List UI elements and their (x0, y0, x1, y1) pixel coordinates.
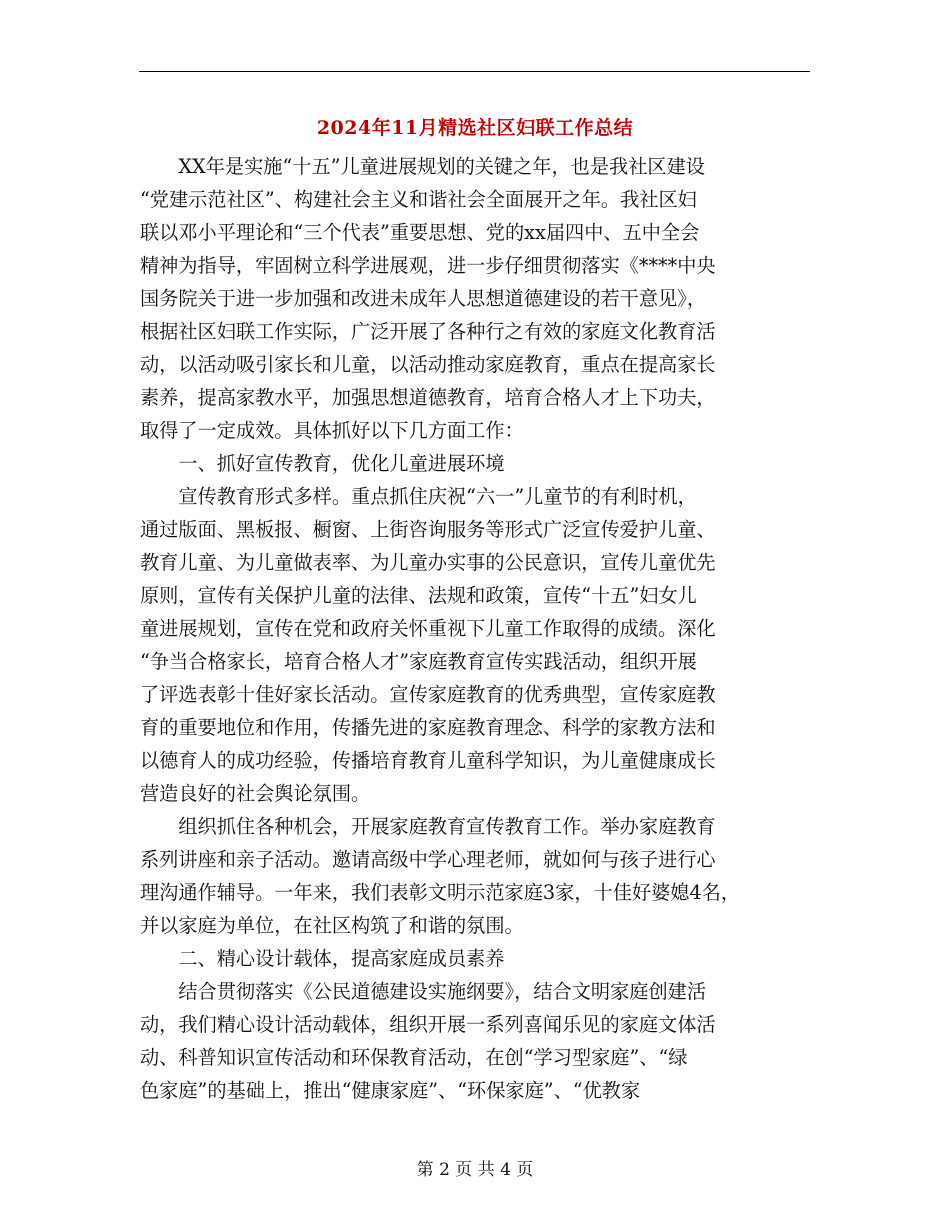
body-line: 原则，宣传有关保护儿童的法律、法规和政策，宣传“十五”妇女儿 (140, 584, 697, 607)
body-line: 动，我们精心设计活动载体，组织开展一系列喜闻乐见的家庭文体活 (140, 1013, 716, 1036)
body-line: 理沟通作辅导。一年来，我们表彰文明示范家庭3家，十佳好婆媳4名， (140, 881, 741, 904)
body-line: 动，以活动吸引家长和儿童，以活动推动家庭教育，重点在提高家长 (140, 353, 716, 376)
body-line: “争当合格家长，培育合格人才”家庭教育宣传实践活动，组织开展 (140, 650, 697, 673)
body-line: 组织抓住各种机会，开展家庭教育宣传教育工作。举办家庭教育 (140, 815, 716, 838)
body-line: 精神为指导，牢固树立科学进展观，进一步仔细贯彻落实《****中央 (140, 254, 716, 277)
body-line: 取得了一定成效。具体抓好以下几方面工作： (140, 419, 524, 442)
body-line: 宣传教育形式多样。重点抓住庆祝“六一”儿童节的有利时机， (140, 485, 697, 508)
body-line: 育的重要地位和作用，传播先进的家庭教育理念、科学的家教方法和 (140, 716, 716, 739)
body-line: XX年是实施“十五”儿童进展规划的关键之年，也是我社区建设 (140, 155, 705, 178)
page-number: 第 2 页 共 4 页 (416, 1160, 534, 1180)
body-line: 以德育人的成功经验，传播培育教育儿童科学知识，为儿童健康成长 (140, 749, 716, 772)
body-line: 联以邓小平理论和“三个代表”重要思想、党的xx届四中、五中全会 (140, 221, 700, 244)
header-rule (139, 71, 810, 72)
section-heading: 一、抓好宣传教育，优化儿童进展环境 (140, 452, 505, 475)
body-line: 通过版面、黑板报、橱窗、上街咨询服务等形式广泛宣传爱护儿童、 (140, 518, 716, 541)
body-line: 结合贯彻落实《公民道德建设实施纲要》，结合文明家庭创建活 (140, 980, 707, 1003)
body-line: 教育儿童、为儿童做表率、为儿童办实事的公民意识，宣传儿童优先 (140, 551, 716, 574)
body-line: 根据社区妇联工作实际，广泛开展了各种行之有效的家庭文化教育活 (140, 320, 716, 343)
page-title: 2024年11月精选社区妇联工作总结 (316, 117, 634, 139)
body-line: 色家庭”的基础上，推出“健康家庭”、“环保家庭”、“优教家 (140, 1079, 641, 1102)
body-line: 营造良好的社会舆论氛围。 (140, 782, 371, 805)
body-line: 并以家庭为单位，在社区构筑了和谐的氛围。 (140, 914, 524, 937)
body-line: 童进展规划，宣传在党和政府关怀重视下儿童工作取得的成绩。深化 (140, 617, 716, 640)
body-line: 素养，提高家教水平，加强思想道德教育，培育合格人才上下功夫， (140, 386, 716, 409)
body-line: 国务院关于进一步加强和改进未成年人思想道德建设的若干意见》， (140, 287, 707, 310)
section-heading: 二、精心设计载体，提高家庭成员素养 (140, 947, 505, 970)
body-line: 系列讲座和亲子活动。邀请高级中学心理老师，就如何与孩子进行心 (140, 848, 716, 871)
body-line: 了评选表彰十佳好家长活动。宣传家庭教育的优秀典型，宣传家庭教 (140, 683, 716, 706)
body-line: 动、科普知识宣传活动和环保教育活动，在创“学习型家庭”、“绿 (140, 1046, 688, 1069)
body-line: “党建示范社区”、构建社会主义和谐社会全面展开之年。我社区妇 (140, 188, 697, 211)
